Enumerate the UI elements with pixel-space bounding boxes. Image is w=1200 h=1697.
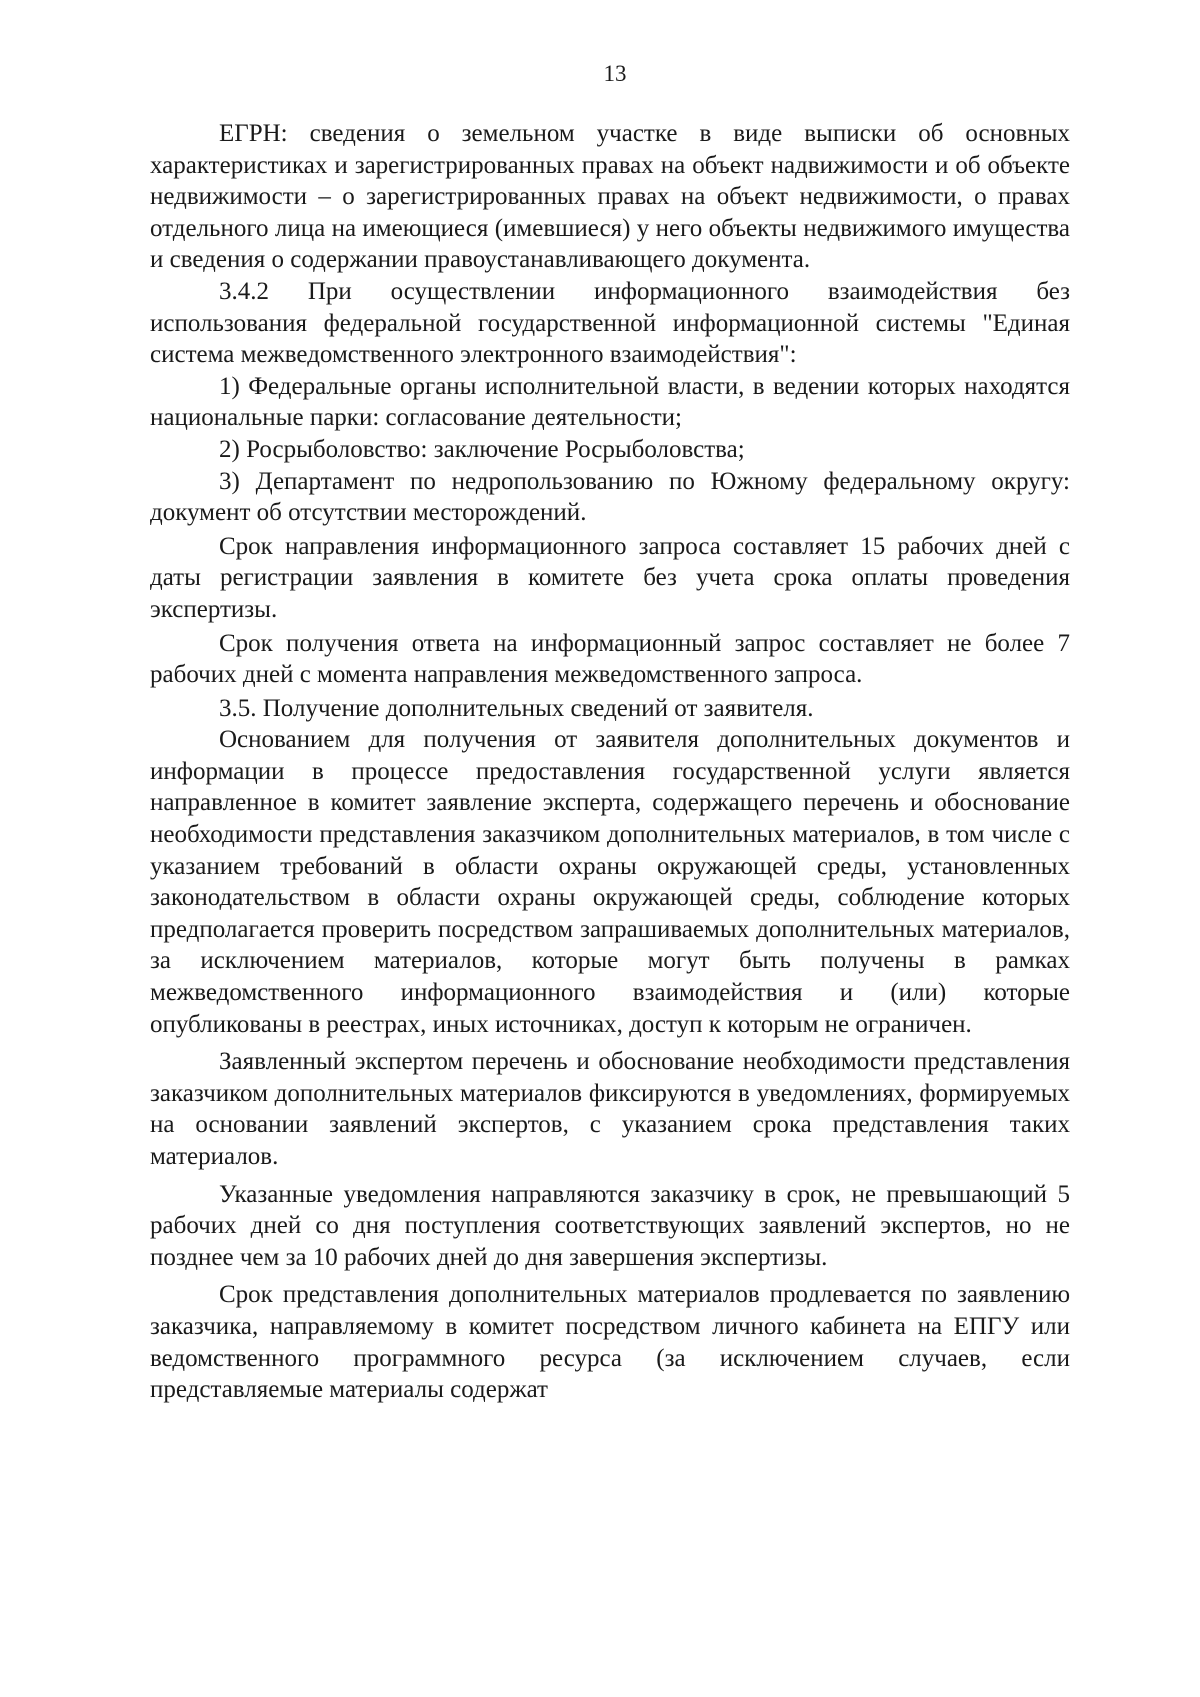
paragraph-egrn: ЕГРН: сведения о земельном участке в виде выписки об основных характеристиках и зарегистрированных правах на объект надвижимости и об объекте недвижимости – о зарегистрированных правах на объект недвижимости, о правах отдельного лица на имеющиеся (имевшиеся) у него объекты недвижимого имущества и сведения о содержании правоустанавливающего документа. [150,120,1070,274]
section-heading-3-5: 3.5. Получение дополнительных сведений от заявителя. [219,694,814,722]
paragraph-request-deadline: Срок направления информационного запроса составляет 15 рабочих дней с даты регистрации заявления в комитете без учета срока оплаты проведения экспертизы. [150,532,1070,623]
list-item-3: 3) Департамент по недропользованию по Южному федеральному округу: документ об отсутствии месторождений. [150,467,1070,527]
paragraph-extension: Срок представления дополнительных материалов продлевается по заявлению заказчика, направляемому в комитет посредством личного кабинета на ЕПГУ или ведомственного программного ресурса (за исключением случаев, если представляемые материалы содержат [150,1281,1070,1404]
paragraph-declared-list: Заявленный экспертом перечень и обоснование необходимости представления заказчиком дополнительных материалов фиксируются в уведомлениях, формируемых на основании заявлений экспертов, с указанием срока представления таких материалов. [150,1048,1070,1170]
list-item-1: 1) Федеральные органы исполнительной власти, в ведении которых находятся национальные парки: согласование деятельности; [150,372,1070,432]
paragraph-grounds: Основанием для получения от заявителя дополнительных документов и информации в процессе предоставления государственной услуги является направленное в комитет заявление эксперта, содержащего перечень и обоснование необходимости представления заказчиком дополнительных материалов, в том числе с указанием требований в области охраны окружающей среды, установленных законодательством в области охраны окружающей среды, соблюдение которых предполагается проверить посредством запрашиваемых дополнительных материалов, за исключением материалов, которые могут быть получены в рамках межведомственного информационного взаимодействия и (или) которые опубликованы в реестрах, иных источниках, доступ к которым не ограничен. [150,726,1070,1038]
paragraph-3-4-2: 3.4.2 При осуществлении информационного взаимодействия без использования федеральной государственной информационной системы "Единая система межведомственного электронного взаимодействия": [150,277,1070,369]
list-item-2: 2) Росрыболовство: заключение Росрыболовства; [219,435,745,463]
page-number: 13 [603,61,627,86]
paragraph-notifications: Указанные уведомления направляются заказчику в срок, не превышающий 5 рабочих дней со дня поступления соответствующих заявлений экспертов, но не позднее чем за 10 рабочих дней до дня завершения экспертизы. [150,1180,1070,1271]
document-body [150,118,1070,1406]
paragraph-response-deadline: Срок получения ответа на информационный запрос составляет не более 7 рабочих дней с момента направления межведомственного запроса. [150,629,1070,689]
